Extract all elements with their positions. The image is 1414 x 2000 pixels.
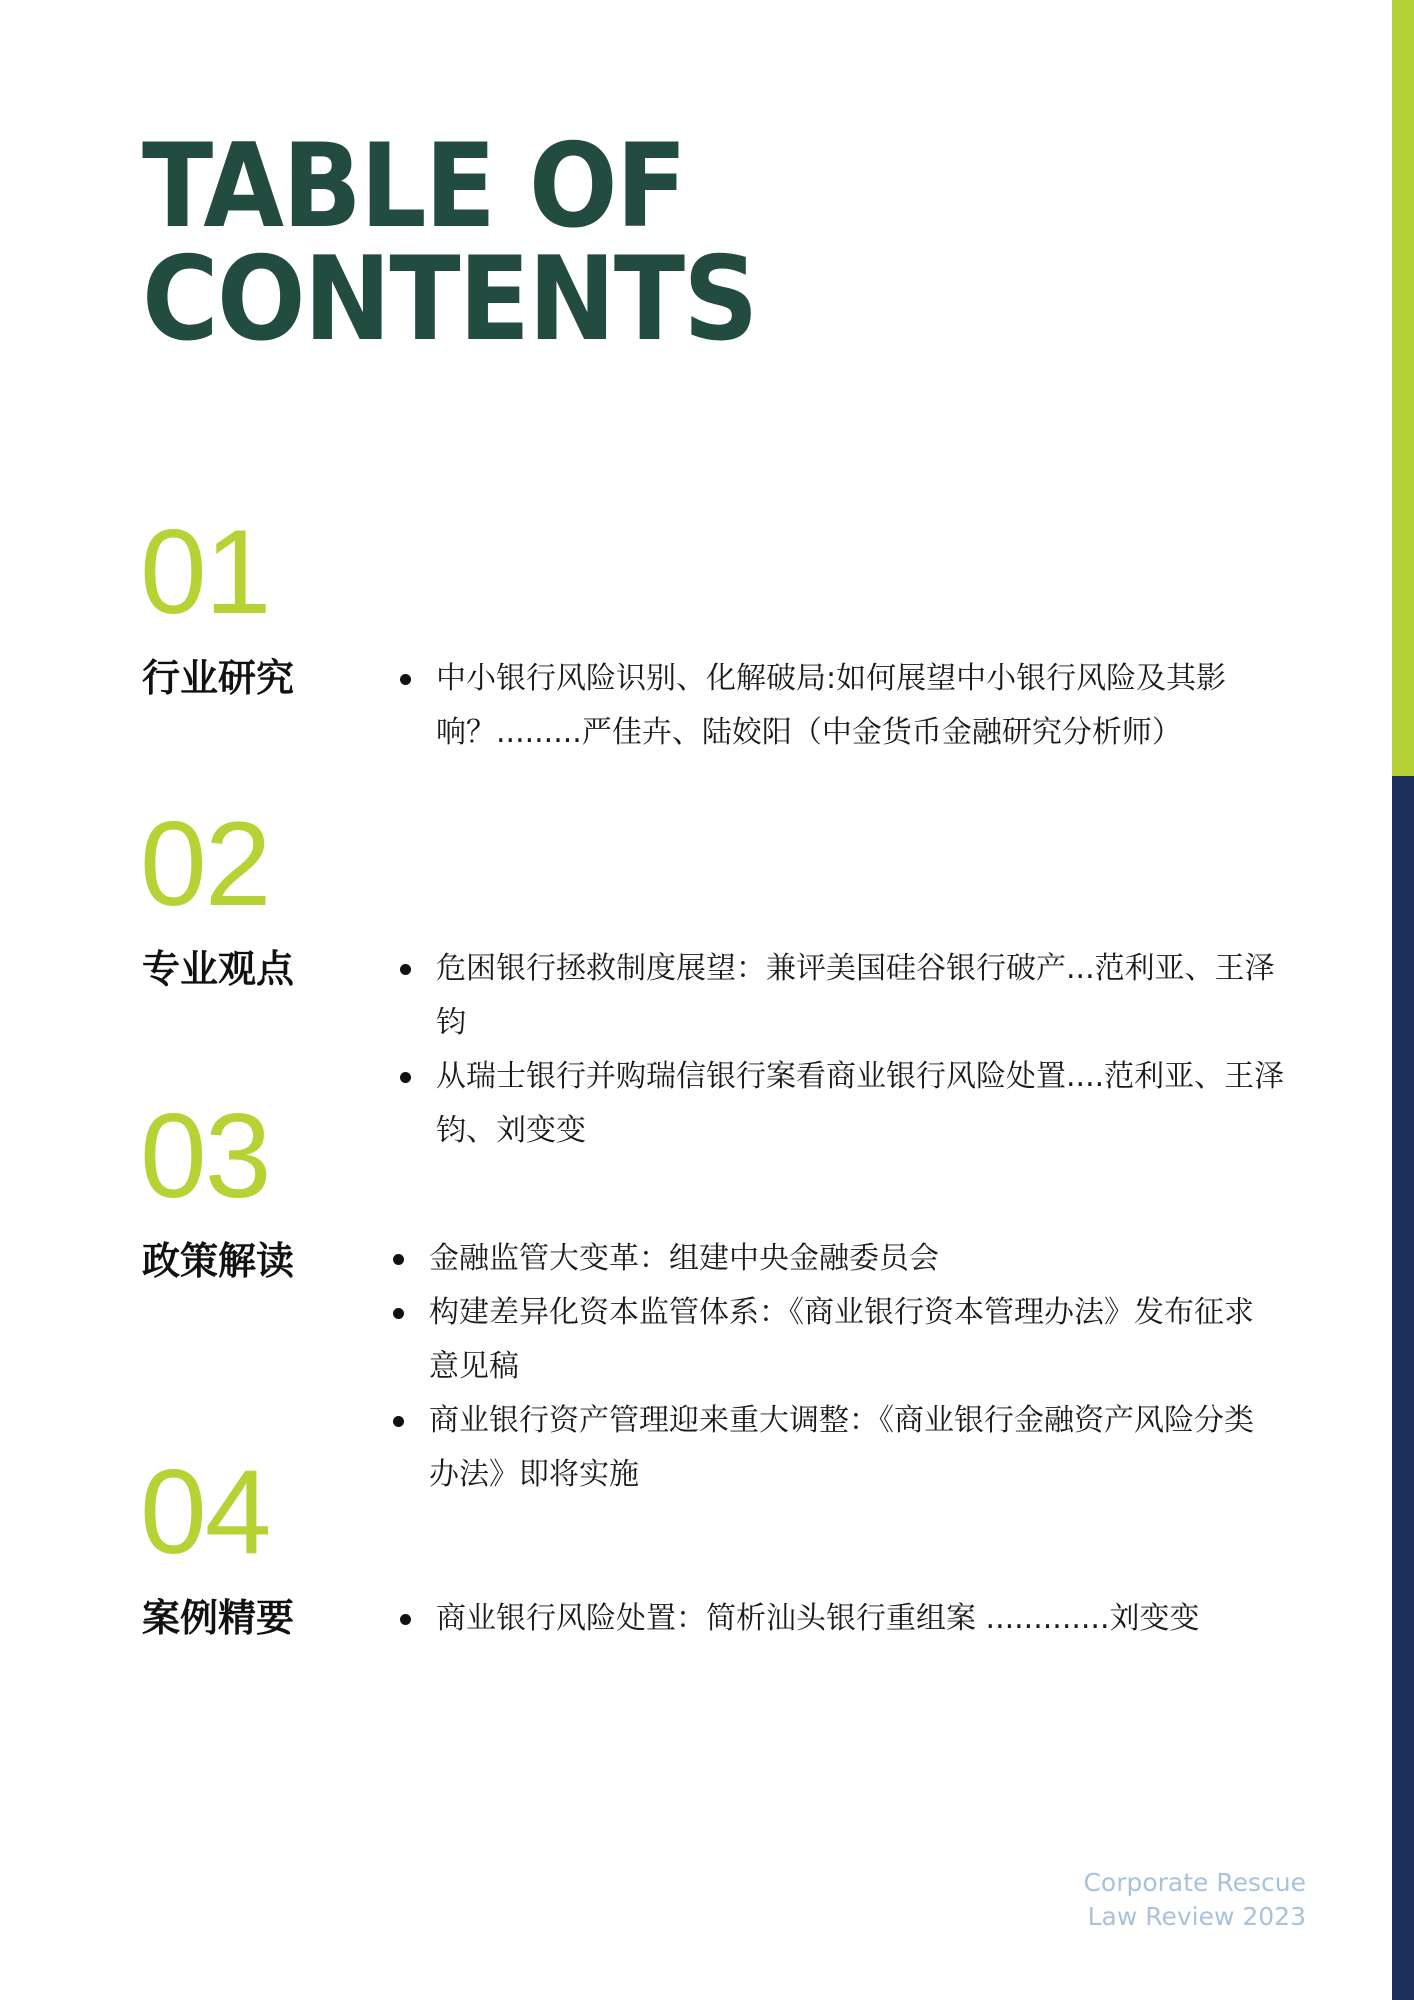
page-title-line-1: TABLE OF <box>142 119 686 254</box>
section-entries-04 <box>400 1592 1300 1646</box>
section-entries-02 <box>400 942 1300 1158</box>
toc-entry[interactable]: 构建差异化资本监管体系：《商业银行资本管理办法》发布征求意见稿 <box>393 1286 1273 1394</box>
footer-line-2: Law Review 2023 <box>1087 1902 1306 1931</box>
toc-entry[interactable]: 商业银行风险处置：简析汕头银行重组案 .............刘变变 <box>400 1592 1300 1646</box>
toc-entry[interactable]: 商业银行资产管理迎来重大调整：《商业银行金融资产风险分类办法》即将实施 <box>393 1394 1273 1502</box>
section-label-01: 行业研究 <box>142 656 295 700</box>
section-label-03: 政策解读 <box>142 1239 295 1283</box>
toc-entry[interactable]: 从瑞士银行并购瑞信银行案看商业银行风险处置....范利亚、王泽钧、刘变变 <box>400 1050 1300 1158</box>
page-title <box>142 119 757 367</box>
footer-line-1: Corporate Rescue <box>1083 1868 1306 1897</box>
section-label-04: 案例精要 <box>142 1596 295 1640</box>
accent-bar-navy <box>1392 776 1414 2000</box>
toc-entry[interactable]: 金融监管大变革：组建中央金融委员会 <box>393 1232 1273 1286</box>
toc-entry[interactable]: 中小银行风险识别、化解破局:如何展望中小银行风险及其影响？.........严佳卉、陆姣阳（中金货币金融研究分析师） <box>400 652 1300 760</box>
accent-bar-green <box>1392 0 1414 776</box>
section-number-04: 04 <box>140 1445 270 1579</box>
toc-entry[interactable]: 危困银行拯救制度展望：兼评美国硅谷银行破产...范利亚、王泽钧 <box>400 942 1300 1050</box>
section-number-01: 01 <box>140 505 270 639</box>
page-title-line-2: CONTENTS <box>142 232 757 367</box>
section-entries-01 <box>400 652 1300 760</box>
section-number-02: 02 <box>140 797 270 931</box>
section-number-03: 03 <box>140 1089 270 1223</box>
section-entries-03 <box>393 1232 1273 1502</box>
footer-publication <box>1083 1866 1306 1934</box>
section-label-02: 专业观点 <box>142 947 295 991</box>
